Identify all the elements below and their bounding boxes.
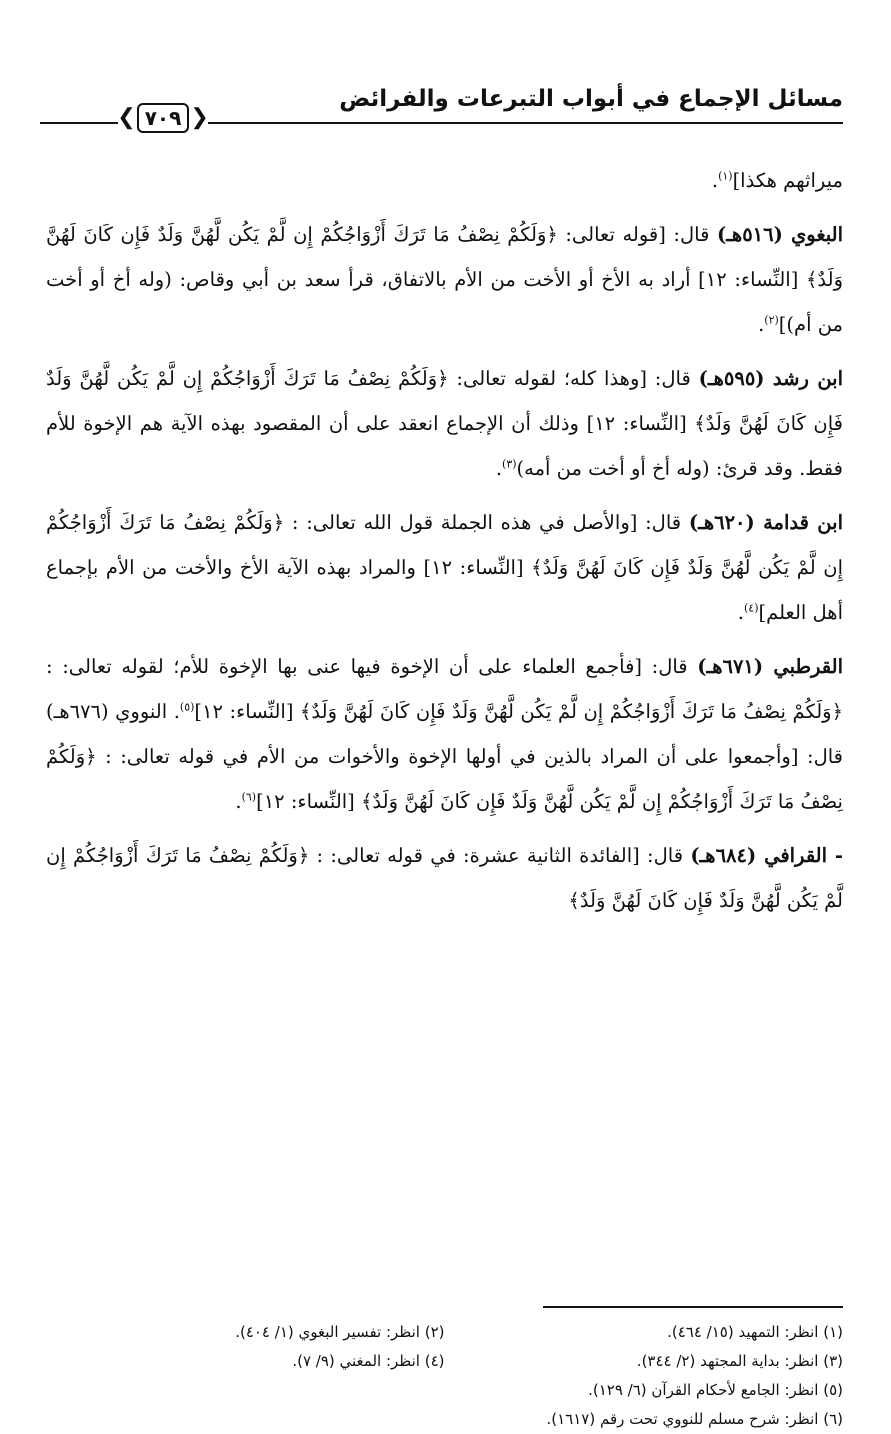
paragraph-text: قال: [قوله تعالى: ﴿وَلَكُمْ نِصْفُ مَا تَرَكَ أَزْوَاجُكُمْ إِن لَّمْ يَكُن لَّهُنَّ وَلَدٌ فَإِن كَانَ لَهُنَّ وَلَدٌ﴾ [النِّساء: ١٢] أراد به الأخ أو الأخت من الأم بالاتفاق، قرأ سعد بن أبي وقاص: (وله أخ أو أخت من أم)] xyxy=(46,223,843,336)
main-text xyxy=(46,158,843,932)
scholar-name: ابن رشد (٥٩٥هـ) xyxy=(698,367,844,390)
paragraph-tail: . xyxy=(758,313,765,336)
footnote-row xyxy=(46,1318,843,1347)
page-header xyxy=(40,78,843,138)
scholar-name: - القرافي (٦٨٤هـ) xyxy=(690,844,843,867)
footnote-ref: (٦) xyxy=(241,790,257,804)
footnote-ref: (٣) xyxy=(502,457,517,471)
ornament-right-icon: ❯ xyxy=(190,105,209,130)
paragraph-text: قال: [فأجمع العلماء على أن الإخوة فيها عنى بها الإخوة للأم؛ لقوله تعالى: : ﴿وَلَكُمْ نِصْفُ مَا تَرَكَ أَزْوَاجُكُمْ إِن لَّمْ يَكُن لَّهُنَّ وَلَدٌ فَإِن كَانَ لَهُنَّ وَلَدٌ﴾ [النِّساء: ١٢] xyxy=(46,655,844,723)
paragraph-baghawi xyxy=(46,212,843,347)
paragraph-1 xyxy=(46,158,843,203)
footnote-row xyxy=(46,1347,843,1376)
paragraph-text: قال: [وهذا كله؛ لقوله تعالى: ﴿وَلَكُمْ نِصْفُ مَا تَرَكَ أَزْوَاجُكُمْ إِن لَّمْ يَكُن لَّهُنَّ وَلَدٌ فَإِن كَانَ لَهُنَّ وَلَدٌ﴾ [النِّساء: ١٢] وذلك أن الإجماع انعقد على أن المقصود بهذه الآية هم الإخوة للأم فقط. وقد قرئ: (وله أخ أو أخت من أمه) xyxy=(46,367,844,480)
footnote-ref: (١) xyxy=(718,169,733,183)
paragraph-tail: . xyxy=(235,790,242,813)
paragraph-text: قال: [والأصل في هذه الجملة قول الله تعالى: : ﴿وَلَكُمْ نِصْفُ مَا تَرَكَ أَزْوَاجُكُمْ إِن لَّمْ يَكُن لَّهُنَّ وَلَدٌ فَإِن كَانَ لَهُنَّ وَلَدٌ﴾ [النِّساء: ١٢] والمراد بهذه الآية الأخ والأخت من الأم بإجماع أهل العلم] xyxy=(46,511,843,624)
footnote-ref: (٢) xyxy=(764,313,779,327)
footnote-5: (٥) انظر: الجامع لأحكام القرآن (٦/ ١٢٩). xyxy=(588,1381,843,1399)
footnote-3: (٣) انظر: بداية المجتهد (٢/ ٣٤٤). xyxy=(636,1352,843,1370)
paragraph-ibn-rushd xyxy=(46,356,843,491)
ornament-left-icon: ❮ xyxy=(117,105,136,130)
paragraph-tail: . xyxy=(711,169,719,192)
scholar-name: البغوي (٥١٦هـ) xyxy=(716,223,843,246)
page-number-ornament xyxy=(118,92,208,144)
paragraph-tail: . النووي (٦٧٦هـ) قال: [وأجمعوا على أن المراد بالذين في أولها الإخوة والأخوات من الأم في قوله تعالى: : ﴿وَلَكُمْ نِصْفُ مَا تَرَكَ أَزْوَاجُكُمْ إِن لَّمْ يَكُن لَّهُنَّ وَلَدٌ فَإِن كَانَ لَهُنَّ وَلَدٌ﴾ [النِّساء: ١٢] xyxy=(46,700,843,813)
paragraph-text: ميراثهم هكذا] xyxy=(732,169,843,192)
footnote-1: (١) انظر: التمهيد (١٥/ ٤٦٤). xyxy=(667,1323,843,1341)
footnote-6: (٦) انظر: شرح مسلم للنووي تحت رقم (١٦١٧). xyxy=(546,1410,843,1428)
footnote-2: (٢) انظر: تفسير البغوي (١/ ٤٠٤). xyxy=(235,1323,445,1341)
running-title: مسائل الإجماع في أبواب التبرعات والفرائض xyxy=(339,86,843,112)
paragraph-qurtubi xyxy=(46,644,843,824)
scholar-name: القرطبي (٦٧١هـ) xyxy=(697,655,843,678)
paragraph-qarafi xyxy=(46,833,843,923)
footnote-4: (٤) انظر: المغني (٩/ ٧). xyxy=(292,1352,445,1370)
paragraph-ibn-qudama xyxy=(46,500,843,635)
footnote-ref: (٤) xyxy=(744,601,759,615)
page-number: ٧٠٩ xyxy=(137,103,190,133)
paragraph-tail: . xyxy=(495,457,503,480)
paragraph-text: قال: [الفائدة الثانية عشرة: في قوله تعالى: : ﴿وَلَكُمْ نِصْفُ مَا تَرَكَ أَزْوَاجُكُمْ إِن لَّمْ يَكُن لَّهُنَّ وَلَدٌ فَإِن كَانَ لَهُنَّ وَلَدٌ﴾ xyxy=(46,844,843,912)
footnote-ref: (٥) xyxy=(179,700,195,714)
paragraph-tail: . xyxy=(737,601,744,624)
footnote-separator xyxy=(543,1306,843,1308)
scholar-name: ابن قدامة (٦٢٠هـ) xyxy=(688,511,843,534)
footnotes xyxy=(46,1318,843,1434)
